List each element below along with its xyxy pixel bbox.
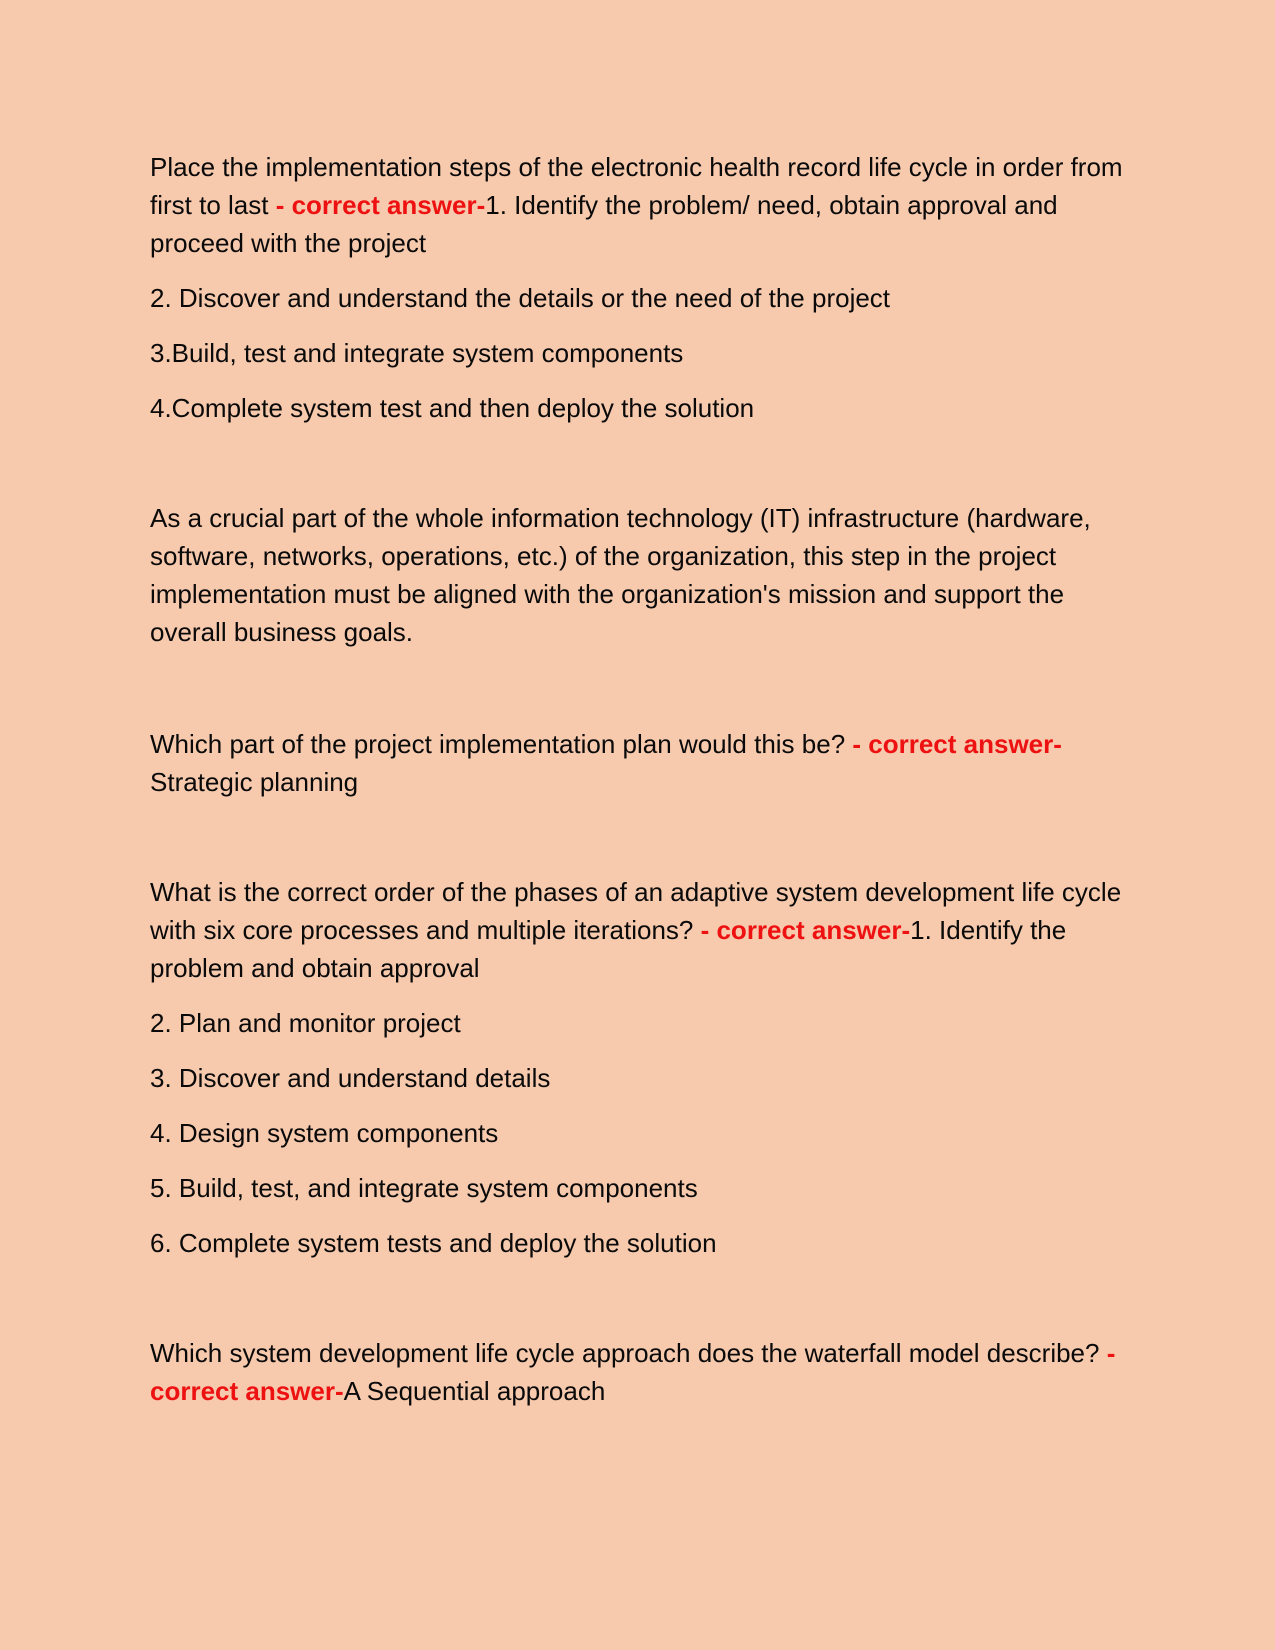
correct-answer-marker: - correct answer- [852, 729, 1062, 759]
correct-answer-marker: - correct answer- [700, 915, 911, 945]
correct-answer-marker: - correct answer- [150, 1338, 1116, 1406]
answer-3-step: 3. Discover and understand details [150, 1063, 551, 1093]
question-4 [150, 1334, 1125, 1410]
question-3 [150, 873, 1125, 987]
correct-answer-marker: - correct answer- [275, 190, 486, 220]
answer-1-step: 2. Discover and understand the details or the need of the project [150, 283, 891, 313]
answer-1-first-step: 1. Identify the problem/ need, obtain approval and proceed with the project [150, 190, 1058, 258]
answer-3-step: 2. Plan and monitor project [150, 1008, 461, 1038]
question-2 [150, 725, 1125, 801]
question-1-text: Place the implementation steps of the electronic health record life cycle in order from first to last [150, 152, 1123, 220]
answer-3-step: 4. Design system components [150, 1118, 499, 1148]
answer-4: A Sequential approach [343, 1376, 606, 1406]
question-1 [150, 148, 1125, 262]
answer-1-step: 4.Complete system test and then deploy the solution [150, 393, 755, 423]
answer-3-step: 5. Build, test, and integrate system components [150, 1173, 698, 1203]
answer-1-step: 3.Build, test and integrate system components [150, 338, 684, 368]
question-2-context: As a crucial part of the whole information technology (IT) infrastructure (hardware, software, networks, operations, etc.) of the organization, this step in the project implementation must be aligned with the organization's mission and support the overall business goals. [150, 503, 1091, 647]
question-3-text: What is the correct order of the phases of an adaptive system development life cycle with six core processes and multiple iterations? [150, 877, 1122, 945]
question-2-text: Which part of the project implementation plan would this be? [150, 729, 853, 759]
document-page [150, 148, 1125, 1410]
answer-3-step: 6. Complete system tests and deploy the solution [150, 1228, 717, 1258]
answer-3-first-step: 1. Identify the problem and obtain approval [150, 915, 1067, 983]
question-4-text: Which system development life cycle approach does the waterfall model describe? [150, 1338, 1107, 1368]
answer-2: Strategic planning [150, 767, 359, 797]
